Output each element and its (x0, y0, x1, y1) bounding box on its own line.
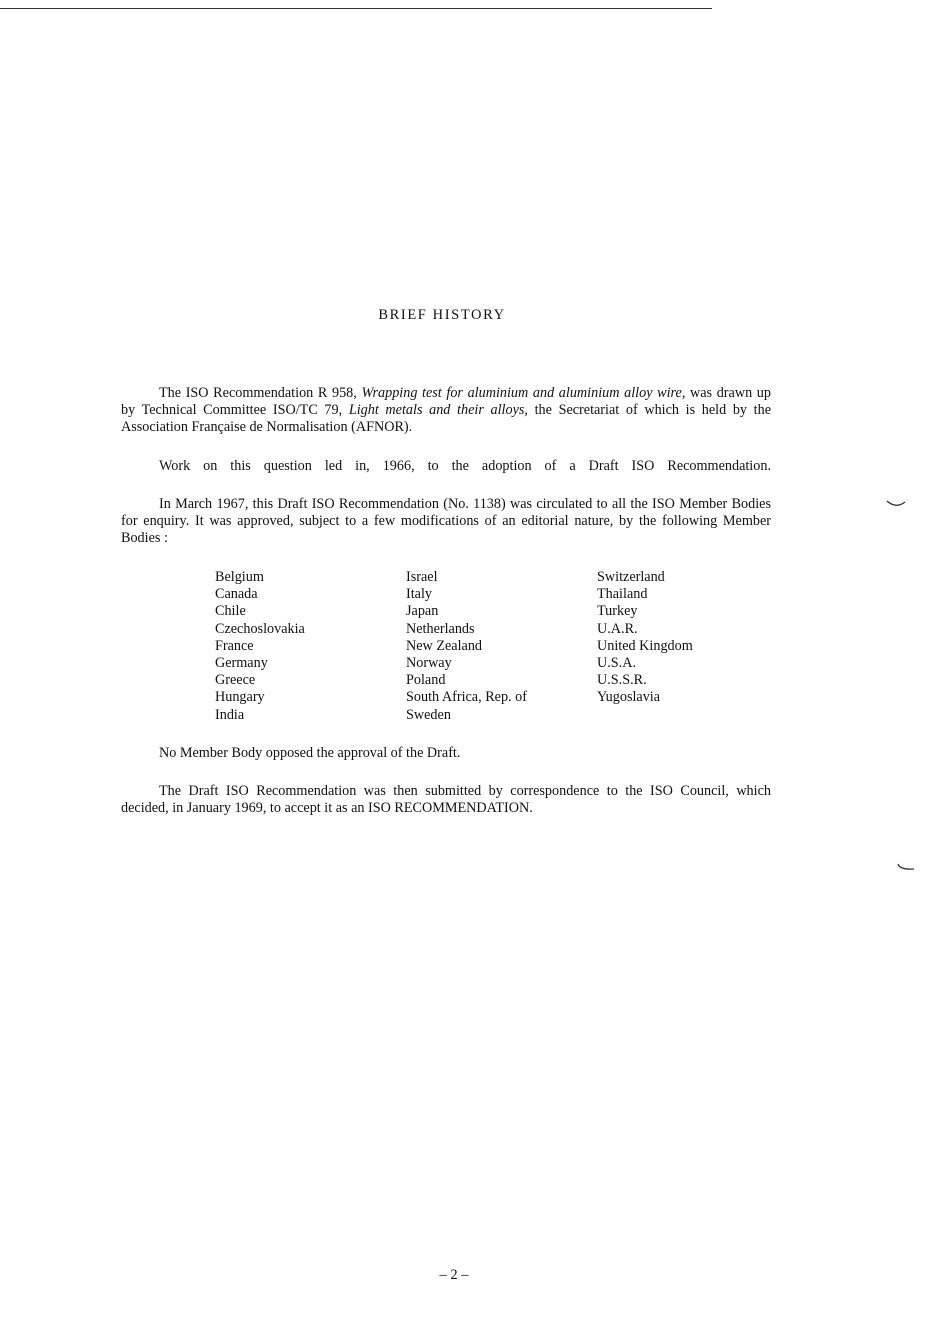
member-body: U.S.S.R. (597, 672, 647, 689)
paragraph-draft-adoption-text: Work on this question led in, 1966, to the adoption of a Draft ISO Recommendation. (159, 458, 771, 474)
member-body: Czechoslovakia (215, 620, 305, 637)
member-body: Israel (406, 569, 438, 585)
top-rule (0, 8, 712, 9)
scan-mark (896, 862, 916, 872)
member-body: Hungary (215, 689, 265, 706)
member-body: Switzerland (597, 569, 665, 585)
member-body: Chile (215, 603, 246, 620)
member-body: Greece (215, 672, 256, 689)
paragraph-origin (121, 385, 771, 437)
standard-title: Wrapping test for aluminium and aluminium alloy wire, (361, 385, 686, 401)
member-body: India (215, 706, 245, 723)
member-bodies-column-2 (406, 569, 527, 724)
paragraph-origin-middle: was drawn up by Technical Committee ISO/TC 79, (121, 385, 771, 419)
member-body: Japan (406, 603, 439, 620)
paragraph-enquiry (121, 496, 771, 548)
paragraph-draft-adoption (121, 458, 771, 475)
paragraph-enquiry-text: In March 1967, this Draft ISO Recommendation (No. 1138) was circulated to all the ISO Member Bodies for enquiry. It was approved, subject to a few modifications of an editorial nature, by the following Member Bodies : (121, 496, 771, 547)
page-number: – 2 – (439, 1267, 469, 1283)
member-body: South Africa, Rep. of (406, 689, 527, 706)
member-body: Norway (406, 655, 452, 672)
paragraph-origin-tail: the Secretariat of which is held by the Association Française de Normalisation (AFNOR). (121, 402, 771, 436)
member-body: Italy (406, 586, 432, 603)
member-body: U.S.A. (597, 655, 637, 672)
committee-title: Light metals and their alloys, (348, 402, 528, 419)
member-body: Sweden (406, 706, 451, 723)
member-body: Canada (215, 586, 258, 603)
member-body: U.A.R. (597, 620, 638, 637)
paragraph-origin-lead: The ISO Recommendation R 958, (159, 385, 362, 401)
member-body: France (215, 637, 254, 654)
member-body: Belgium (215, 569, 264, 585)
member-body: Thailand (597, 586, 648, 603)
member-body: Germany (215, 655, 268, 672)
member-bodies-column-3 (597, 569, 693, 707)
paragraph-no-opposition-text: No Member Body opposed the approval of the Draft. (159, 745, 461, 761)
member-body: Yugoslavia (597, 689, 661, 706)
member-body: Poland (406, 672, 446, 689)
member-body: Netherlands (406, 620, 475, 637)
member-bodies-column-1 (215, 569, 305, 724)
paragraph-no-opposition (121, 745, 771, 762)
member-body: New Zealand (406, 637, 483, 654)
member-body: United Kingdom (597, 637, 693, 654)
paragraph-council-decision (121, 783, 771, 817)
paragraph-council-decision-text: The Draft ISO Recommendation was then submitted by correspondence to the ISO Council, which decided, in January 1969, to accept it as an ISO RECOMMENDATION. (121, 783, 771, 817)
scan-mark (886, 498, 906, 508)
page-title: BRIEF HISTORY (378, 307, 506, 323)
member-body: Turkey (597, 603, 638, 620)
